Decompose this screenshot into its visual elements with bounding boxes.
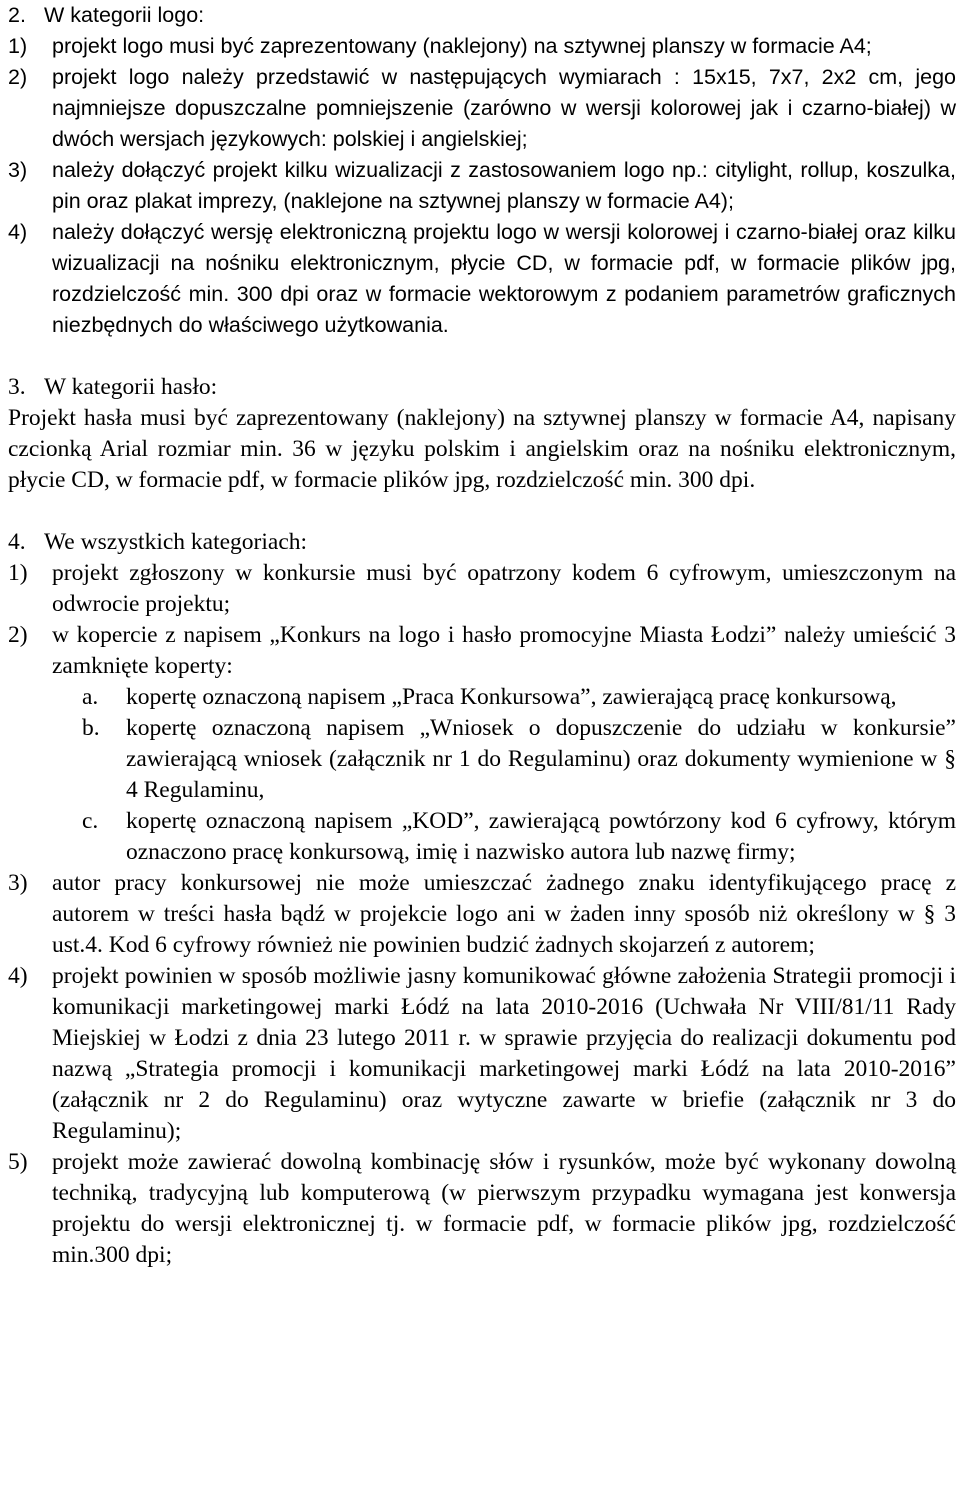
sub-list-item-text: kopertę oznaczoną napisem „Praca Konkursowa”, zawierającą pracę konkursową, <box>126 684 897 710</box>
section-paragraph: Projekt hasła musi być zaprezentowany (naklejony) na sztywnej planszy w formacie A4, napisany czcionką Arial rozmiar min. 36 w języku polskim i angielskim oraz na nośniku elektronicznym, płycie CD, w formacie pdf, w formacie plików jpg, rozdzielczość min. 300 dpi. <box>8 405 956 493</box>
sub-list-item-letter: c. <box>82 808 99 834</box>
list-item <box>8 868 956 961</box>
list-item <box>8 31 956 62</box>
section-heading-text: W kategorii hasło: <box>44 374 218 400</box>
list-item-text: projekt zgłoszony w konkursie musi być opatrzony kodem 6 cyfrowym, umieszczonym na odwrocie projektu; <box>52 560 956 617</box>
list-item-number: 2) <box>8 65 28 89</box>
sub-list-item <box>8 806 956 868</box>
list-item-number: 1) <box>8 34 28 58</box>
list-item-text: projekt może zawierać dowolną kombinację słów i rysunków, może być wykonany dowolną techniką, tradycyjną lub komputerową (w pierwszym przypadku wymagana jest konwersja projektu do wersji elektronicznej tj. w formacie pdf, w formacie plików jpg, rozdzielczość min.300 dpi; <box>52 1149 956 1268</box>
list-item-text: projekt logo należy przedstawić w następujących wymiarach : 15x15, 7x7, 2x2 cm, jego najmniejsze dopuszczalne pomniejszenie (zarówno w wersji kolorowej jak i czarno-białej) w dwóch wersjach językowych: polskiej i angielskiej; <box>52 65 956 151</box>
sub-list-item-letter: b. <box>82 715 100 741</box>
list-item <box>8 1147 956 1271</box>
sub-list-item <box>8 713 956 806</box>
list-item-number: 5) <box>8 1149 28 1175</box>
list-item-text: należy dołączyć projekt kilku wizualizacji z zastosowaniem logo np.: citylight, rollup, koszulka, pin oraz plakat imprezy, (naklejone na sztywnej planszy w formacie A4); <box>52 158 956 213</box>
section-number: 2. <box>8 3 26 27</box>
section-heading <box>8 372 956 403</box>
list-item-number: 4) <box>8 963 28 989</box>
list-item-number: 2) <box>8 622 28 648</box>
list-item-text: autor pracy konkursowej nie może umieszczać żadnego znaku identyfikującego pracę z autorem w treści hasła bądź w projekcie logo ani w żaden inny sposób niż określony w § 3 ust.4. Kod 6 cyfrowy również nie powinien budzić żadnych skojarzeń z autorem; <box>52 870 956 958</box>
section-heading <box>8 0 956 31</box>
list-item <box>8 155 956 217</box>
section-number: 3. <box>8 374 26 400</box>
list-item <box>8 217 956 341</box>
section-all-categories <box>8 527 956 1271</box>
sub-list-item-text: kopertę oznaczoną napisem „Wniosek o dopuszczenie do udziału w konkursie” zawierającą wniosek (załącznik nr 1 do Regulaminu) oraz dokumenty wymienione w § 4 Regulaminu, <box>126 715 956 803</box>
paragraph-gap <box>8 341 956 372</box>
list-item-number: 4) <box>8 220 28 244</box>
list-item <box>8 620 956 682</box>
list-item-number: 3) <box>8 870 28 896</box>
section-logo <box>8 0 956 341</box>
list-item-text: należy dołączyć wersję elektroniczną projektu logo w wersji kolorowej i czarno-białej oraz kilku wizualizacji na nośniku elektronicznym, płycie CD, w formacie pdf, w formacie plików jpg, rozdzielczość min. 300 dpi oraz w formacie wektorowym z podaniem parametrów graficznych niezbędnych do właściwego użytkowania. <box>52 220 956 337</box>
list-item-number: 3) <box>8 158 28 182</box>
section-heading-text: W kategorii logo: <box>44 3 205 27</box>
section-number: 4. <box>8 529 26 555</box>
sub-list-item-text: kopertę oznaczoną napisem „KOD”, zawierającą powtórzony kod 6 cyfrowy, którym oznaczono pracę konkursową, imię i nazwisko autora lub nazwę firmy; <box>126 808 956 865</box>
list-item <box>8 558 956 620</box>
list-item <box>8 62 956 155</box>
list-item-text: projekt powinien w sposób możliwie jasny komunikować główne założenia Strategii promocji i komunikacji marketingowej marki Łódź na lata 2010-2016 (Uchwała Nr VIII/81/11 Rady Miejskiej w Łodzi z dnia 23 lutego 2011 r. w sprawie przyjęcia do realizacji dokumentu pod nazwą „Strategia promocji i komunikacji marketingowej marki Łódź na lata 2010-2016” (załącznik nr 2 do Regulaminu) oraz wytyczne zawarte w briefie (załącznik nr 3 do Regulaminu); <box>52 963 956 1144</box>
section-slogan <box>8 372 956 496</box>
document-page <box>8 0 956 1271</box>
section-heading-text: We wszystkich kategoriach: <box>44 529 308 555</box>
section-heading <box>8 527 956 558</box>
sub-list-item-letter: a. <box>82 684 99 710</box>
list-item-text: projekt logo musi być zaprezentowany (naklejony) na sztywnej planszy w formacie A4; <box>52 34 872 58</box>
paragraph-gap <box>8 496 956 527</box>
list-item-number: 1) <box>8 560 28 586</box>
sub-list-item <box>8 682 956 713</box>
list-item-text: w kopercie z napisem „Konkurs na logo i hasło promocyjne Miasta Łodzi” należy umieścić 3 zamknięte koperty: <box>52 622 956 679</box>
list-item <box>8 961 956 1147</box>
